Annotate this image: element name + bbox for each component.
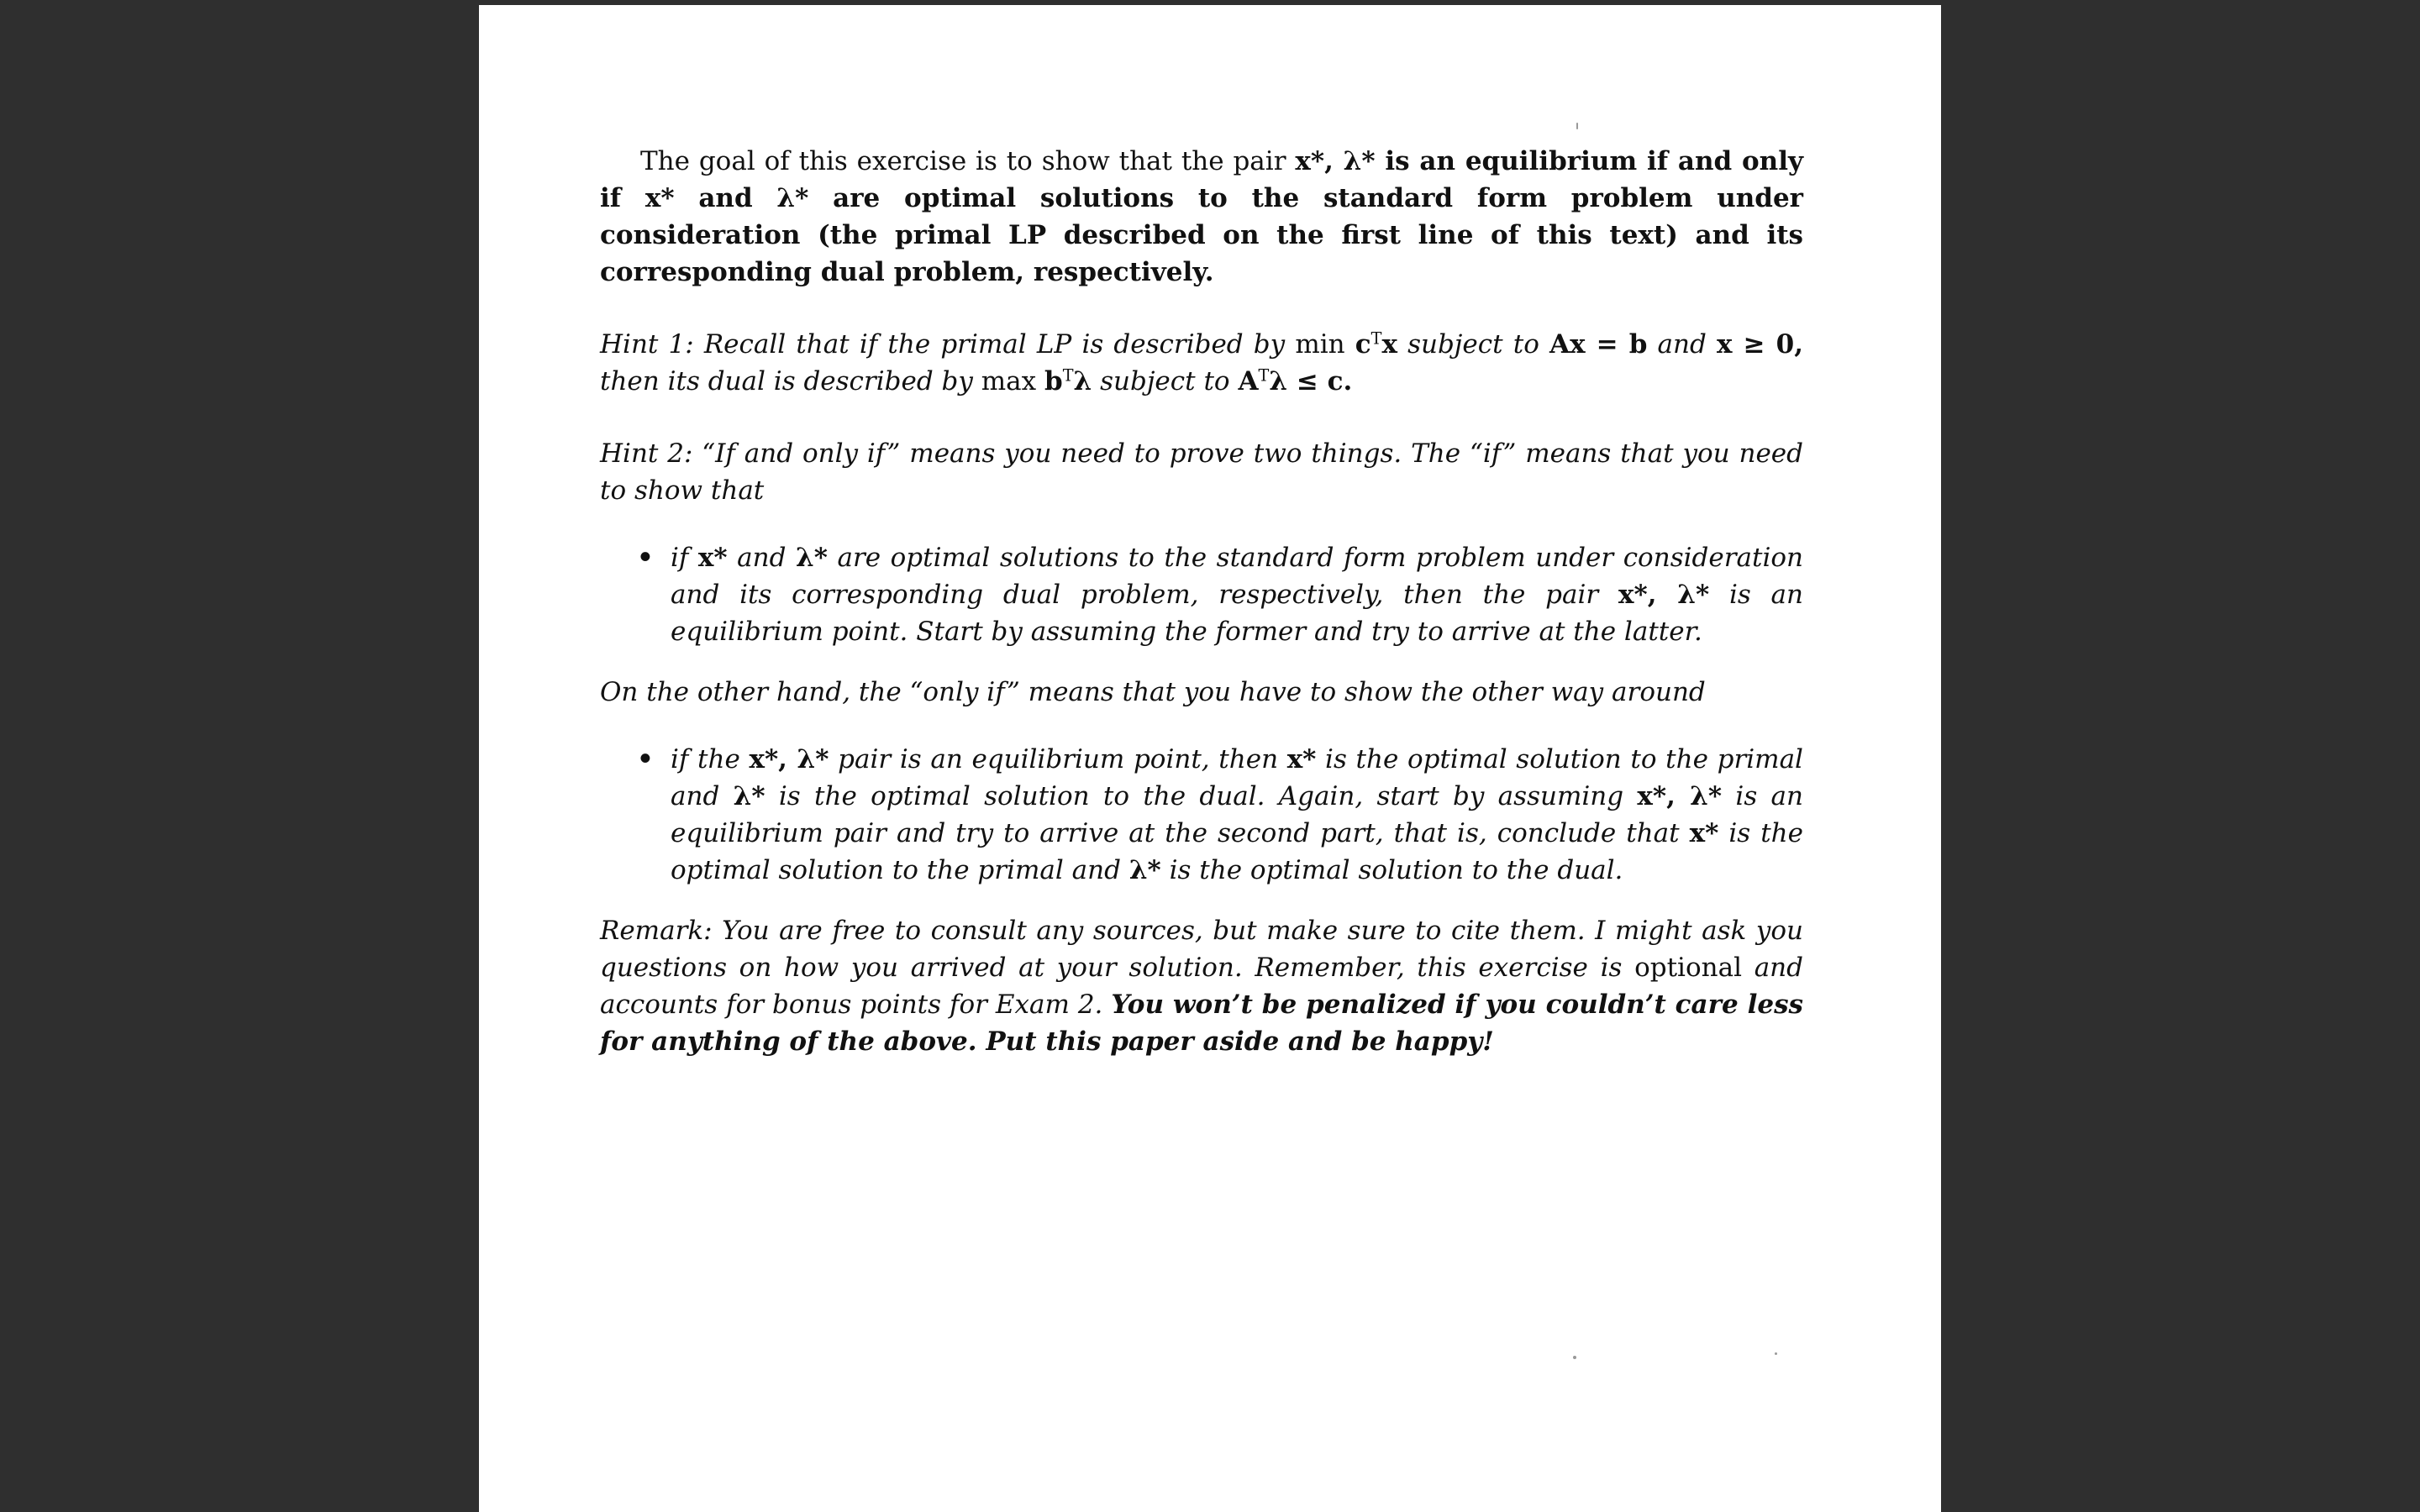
bullet-2-text-6: is the optimal solution to the primal and bbox=[671, 818, 1803, 885]
lambda-star-symbol: λ* bbox=[733, 781, 765, 811]
min-operator: min bbox=[1295, 329, 1345, 360]
scan-speck bbox=[1576, 123, 1578, 129]
remark-bold-statement: You won’t be penalized if you couldn’t care less for anything of the above. Put this paper aside and be happy! bbox=[600, 990, 1803, 1057]
remark-text-1: Remark: You are free to consult any sources, but make sure to cite them. I might ask you questions on how you arrived at your solution. Remember, this exercise is bbox=[600, 916, 1803, 983]
max-operator: max bbox=[981, 366, 1037, 396]
lambda-star-symbol: λ* bbox=[776, 183, 809, 213]
bullet-1-text-3: are optimal solutions to the standard form problem under consideration and its corresponding dual problem, respectively, then the pair bbox=[671, 543, 1804, 610]
bullet-1-text-4: is an equilibrium point. Start by assuming the former and try to arrive at the latter. bbox=[671, 580, 1803, 647]
hint-1-text-2: subject to bbox=[1397, 329, 1550, 360]
c-vector: c bbox=[1355, 329, 1371, 360]
intro-paragraph bbox=[600, 143, 1803, 291]
bullet-dot-icon: • bbox=[637, 744, 654, 774]
remark-text-2: and accounts for bonus points for Exam 2. bbox=[600, 953, 1803, 1020]
bullet-2-text-7: is the optimal solution to the dual. bbox=[1160, 855, 1623, 885]
hint-1-text-5: subject to bbox=[1092, 366, 1239, 396]
intro-text-4: are optimal solutions to the standard form problem under consideration (the primal LP described on the first line of this text) and its corresponding dual problem, respectively. bbox=[600, 183, 1803, 287]
hint-1-text-4: then its dual is described by bbox=[600, 366, 981, 396]
intro-text-1: The goal of this exercise is to show that the pair bbox=[640, 146, 1296, 176]
hint-2-paragraph: Hint 2: “If and only if” means you need to prove two things. The “if” means that you need to show that bbox=[600, 438, 1803, 506]
page-content bbox=[600, 143, 1803, 1060]
hint-1-paragraph bbox=[600, 326, 1803, 400]
dual-constraint-tail: λ ≤ c. bbox=[1269, 366, 1353, 396]
document-page bbox=[479, 5, 1941, 1512]
hint-1-text-3: and bbox=[1647, 329, 1717, 360]
x-vector: x bbox=[1381, 329, 1397, 360]
bullet-2-text-1: if the bbox=[671, 744, 750, 774]
primal-constraint: Ax = b bbox=[1549, 329, 1648, 360]
scan-speck bbox=[1573, 1356, 1576, 1359]
optional-emphasis: optional bbox=[1634, 953, 1742, 983]
transpose-sup-2: T bbox=[1062, 365, 1074, 386]
transpose-sup-3: T bbox=[1258, 365, 1270, 386]
pair-symbol: x*, λ* bbox=[1637, 781, 1723, 811]
only-if-paragraph: On the other hand, the “only if” means that you have to show the other way around bbox=[600, 677, 1706, 707]
bullet-item-only-if bbox=[637, 741, 1804, 889]
lambda-vector: λ bbox=[1073, 366, 1092, 396]
pair-symbol: x*, λ* bbox=[1618, 580, 1710, 610]
hint-1-text-1: Hint 1: Recall that if the primal LP is described by bbox=[600, 329, 1296, 360]
dual-constraint-matrix: A bbox=[1238, 366, 1259, 396]
bullet-dot-icon: • bbox=[637, 543, 654, 573]
intro-text-3: and bbox=[674, 183, 777, 213]
lambda-star-symbol: λ* bbox=[795, 543, 828, 573]
x-star-symbol: x* bbox=[1286, 744, 1317, 774]
remark-paragraph bbox=[600, 912, 1803, 1060]
b-vector: b bbox=[1044, 366, 1063, 396]
bullet-1-text-2: and bbox=[727, 543, 796, 573]
x-star-symbol: x* bbox=[644, 183, 675, 213]
bullet-2-text-5: is an equilibrium pair and try to arrive at the second part, that is, conclude that bbox=[671, 781, 1804, 848]
bullet-2-text-4: is the optimal solution to the dual. Again, start by assuming bbox=[765, 781, 1638, 811]
intro-text-2: is an equilibrium if and only if bbox=[600, 146, 1804, 213]
pair-symbol: x*, λ* bbox=[749, 744, 829, 774]
x-star-symbol: x* bbox=[697, 543, 728, 573]
pair-symbol: x*, λ* bbox=[1295, 146, 1376, 176]
bullet-2-text-3: is the optimal solution to the primal and bbox=[671, 744, 1803, 811]
bullet-1-text-1: if bbox=[671, 543, 698, 573]
nonnegativity-constraint: x ≥ 0, bbox=[1717, 329, 1803, 360]
bullet-2-text-2: pair is an equilibrium point, then bbox=[829, 744, 1287, 774]
lambda-star-symbol: λ* bbox=[1128, 855, 1161, 885]
scan-speck bbox=[1775, 1352, 1777, 1355]
bullet-item-if bbox=[637, 539, 1804, 650]
transpose-sup-1: T bbox=[1370, 328, 1382, 349]
x-star-symbol: x* bbox=[1689, 818, 1719, 848]
